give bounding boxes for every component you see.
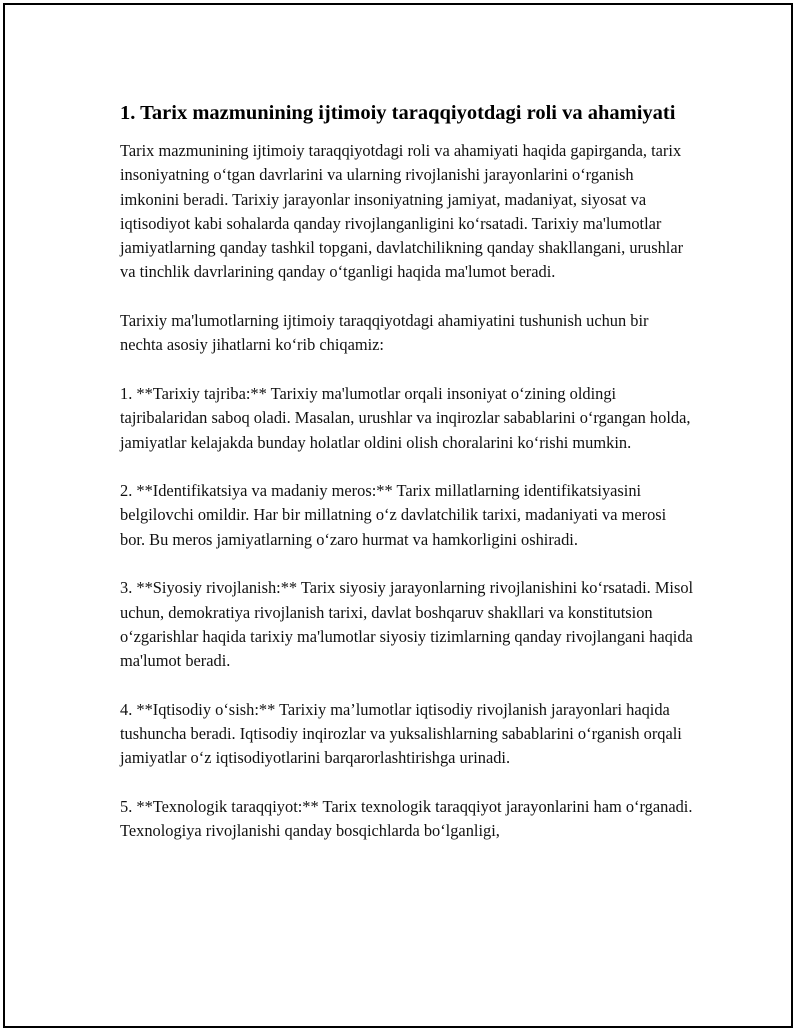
page-frame: [3, 3, 793, 1028]
document-body: [120, 99, 695, 868]
intro-paragraph: Tarix mazmunining ijtimoiy taraqqiyotdagi roli va ahamiyati haqida gapirganda, tarix insoniyatning o‘tgan davrlarini va ularning rivojlanishi jarayonlarini o‘rganish imkonini beradi. Tarixiy jarayonlar insoniyatning jamiyat, madaniyat, siyosat va iqtisodiyot kabi sohalarda qanday rivojlanganligini ko‘rsatadi. Tarixiy ma'lumotlar jamiyatlarning qanday tashkil topgani, davlatchilikning qanday shakllangani, urushlar va tinchlik davrlarining qanday o‘tganligi haqida ma'lumot beradi.: [120, 141, 684, 282]
list-item-political-development: 3. **Siyosiy rivojlanish:** Tarix siyosiy jarayonlarning rivojlanishini ko‘rsatadi. Misol uchun, demokratiya rivojlanish tarixi, davlat boshqaruv shakllari va konstitutsion o‘zgarishlar haqida tarixiy ma'lumotlar siyosiy tizimlarning qanday rivojlangani haqida ma'lumot beradi.: [120, 578, 694, 671]
list-item-historical-experience: 1. **Tarixiy tajriba:** Tarixiy ma'lumotlar orqali insoniyat o‘zining oldingi tajribalaridan saboq oladi. Masalan, urushlar va inqirozlar sabablarini o‘rgangan holda, jamiyatlar kelajakda bunday holatlar oldini olish choralarini ko‘rishi mumkin.: [120, 383, 691, 452]
list-item-identity-heritage: 2. **Identifikatsiya va madaniy meros:** Tarix millatlarning identifikatsiyasini belgilovchi omildir. Har bir millatning o‘z davlatchilik tarixi, madaniyati va merosi bor. Bu meros jamiyatlarning o‘zaro hurmat va hamkorligini oshiradi.: [120, 481, 667, 549]
list-item-economic-growth: 4. **Iqtisodiy o‘sish:** Tarixiy ma’lumotlar iqtisodiy rivojlanish jarayonlari haqida tushuncha beradi. Iqtisodiy inqirozlar va yuksalishlarning sabablarini o‘rganish orqali jamiyatlar o‘z iqtisodiyotlarini barqarorlashtirishga urinadi.: [120, 699, 682, 768]
section-heading: 1. Tarix mazmunining ijtimoiy taraqqiyotdagi roli va ahamiyati: [120, 102, 676, 124]
aspects-intro-paragraph: Tarixiy ma'lumotlarning ijtimoiy taraqqiyotdagi ahamiyatini tushunish uchun bir nechta asosiy jihatlarni ko‘rib chiqamiz:: [120, 311, 649, 355]
list-item-technological-progress: 5. **Texnologik taraqqiyot:** Tarix texnologik taraqqiyot jarayonlarini ham o‘rganadi. Texnologiya rivojlanishi qanday bosqichlarda bo‘lganligi,: [120, 797, 693, 841]
